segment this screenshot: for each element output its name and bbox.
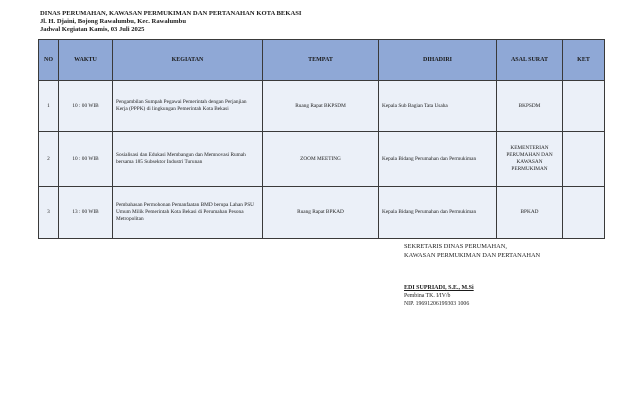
signature-block <box>404 242 540 308</box>
cell-ket <box>563 187 605 239</box>
signatory-rank: Pembina TK. I/IV/b <box>404 293 451 299</box>
cell-tempat: Ruang Rapat BKPSDM <box>263 81 379 132</box>
agency-name: DINAS PERUMAHAN, KAWASAN PERMUKIMAN DAN PERTANAHAN KOTA BEKASI <box>40 10 302 17</box>
cell-waktu: 13 : 00 WIB <box>59 187 113 239</box>
cell-dihadiri: Kepala Bidang Perumahan dan Permukiman <box>379 132 497 187</box>
signatory-name: EDI SUPRIADI, S.E., M.Si <box>404 285 474 291</box>
col-header-tempat: TEMPAT <box>263 40 379 81</box>
cell-dihadiri: Kepala Sub Bagian Tata Usaha <box>379 81 497 132</box>
table-row <box>39 132 605 187</box>
col-header-waktu: WAKTU <box>59 40 113 81</box>
schedule-table <box>38 39 605 239</box>
cell-kegiatan: Sosialisasi dan Edukasi Membangun dan Memnovasi Rumah bersama 185 Subsektor Industri Turunan <box>113 132 263 187</box>
cell-no: 3 <box>39 187 59 239</box>
cell-dihadiri: Kepala Bidang Perumahan dan Permukiman <box>379 187 497 239</box>
col-header-kegiatan: KEGIATAN <box>113 40 263 81</box>
document-header <box>40 10 301 35</box>
cell-no: 1 <box>39 81 59 132</box>
agency-address: Jl. H. Djaini, Bojong Rawalumbu, Kec. Rawalumbu <box>40 18 186 26</box>
table-row <box>39 81 605 132</box>
cell-asal-surat: BKPSDM <box>497 81 563 132</box>
cell-no: 2 <box>39 132 59 187</box>
signature-title-line2: KAWASAN PERMUKIMAN DAN PERTANAHAN <box>404 252 541 259</box>
table-header-row <box>39 40 605 81</box>
col-header-asal-surat: ASAL SURAT <box>497 40 563 81</box>
signature-title-line1: SEKRETARIS DINAS PERUMAHAN, <box>404 243 507 250</box>
schedule-title: Jadwal Kegiatan Kamis, 03 Juli 2025 <box>40 26 145 34</box>
cell-ket <box>563 81 605 132</box>
cell-ket <box>563 132 605 187</box>
col-header-ket: KET <box>563 40 605 81</box>
cell-asal-surat: BPKAD <box>497 187 563 239</box>
table-row <box>39 187 605 239</box>
cell-tempat: ZOOM MEETING <box>263 132 379 187</box>
cell-asal-surat: KEMENTERIAN PERUMAHAN DAN KAWASAN PERMUKIMAN <box>497 132 563 187</box>
cell-waktu: 10 : 00 WIB <box>59 81 113 132</box>
cell-waktu: 10 : 00 WIB <box>59 132 113 187</box>
col-header-no: NO <box>39 40 59 81</box>
signatory-nip: NIP. 19691206199303 1006 <box>404 300 470 307</box>
cell-kegiatan: Pengambilan Sumpah Pegawai Pemerintah dengan Perjanjian Kerja (PPPK) di lingkungan Pemerintah Kota Bekasi <box>113 81 263 132</box>
cell-kegiatan: Pembahasan Permohonan Pemanfaatan BMD berupa Lahan PSU Umum Milik Pemerintah Kota Bekasi di Perumahan Pesona Metropolitan <box>113 187 263 239</box>
col-header-dihadiri: DIHADIRI <box>379 40 497 81</box>
cell-tempat: Ruang Rapat BPKAD <box>263 187 379 239</box>
